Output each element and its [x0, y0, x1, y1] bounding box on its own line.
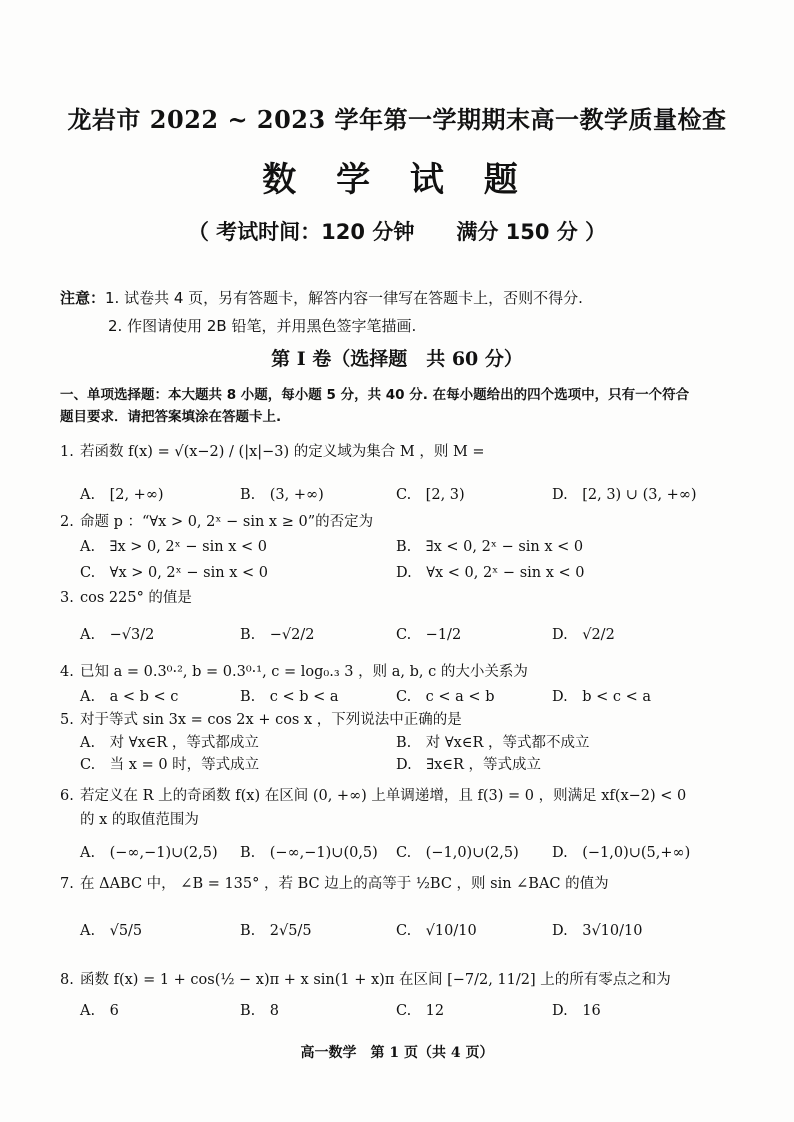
question-number: 2.: [60, 514, 74, 530]
section-text: 本大题共 8 小题，每小题 5 分，共 40 分. 在每小题给出的四个选项中，只有一个符合题目要求．请把答案填涂在答题卡上.: [60, 387, 690, 425]
option-a: A. −√3/2: [80, 627, 155, 643]
page-footer: 高一数学 第 1 页（共 4 页）: [300, 1045, 494, 1061]
question-5: [60, 708, 750, 776]
option-b: B. (−∞,−1)∪(0,5): [240, 845, 378, 861]
notes-item-2: 2. 作图请使用 2B 铅笔，并用黑色签字笔描画.: [108, 317, 417, 335]
question-1: [60, 440, 750, 508]
question-number: 8.: [60, 972, 74, 988]
question-stem: 在 ΔABC 中， ∠B = 135° ，若 BC 边上的高等于 ½BC ，则 sin ∠BAC 的值为: [80, 876, 609, 892]
option-c: C. [2, 3): [396, 487, 465, 503]
question-6: [60, 784, 750, 866]
question-number: 1.: [60, 444, 74, 460]
notes-row-2: [60, 314, 760, 342]
option-a: A. (−∞,−1)∪(2,5): [80, 845, 218, 861]
question-number: 4.: [60, 664, 74, 680]
option-c: C. −1/2: [396, 627, 462, 643]
question-3: [60, 586, 750, 648]
question-number: 6.: [60, 788, 74, 804]
option-a: A. [2, +∞): [80, 487, 164, 503]
question-2: [60, 510, 750, 586]
question-stem: 函数 f(x) = 1 + cos(½ − x)π + x sin(1 + x)π 在区间 [−7/2, 11/2] 上的所有零点之和为: [80, 972, 671, 988]
option-b: B. −√2/2: [240, 627, 315, 643]
option-d: D. 3√10/10: [552, 923, 643, 939]
subject-title: 数 学 试 题: [262, 160, 532, 200]
option-d: D. ∀x < 0, 2ˣ − sin x < 0: [396, 565, 585, 581]
option-b: B. 8: [240, 1003, 279, 1019]
option-c: C. √10/10: [396, 923, 477, 939]
section-instructions: [60, 384, 700, 428]
option-a: A. a < b < c: [80, 689, 179, 705]
question-number: 3.: [60, 590, 74, 606]
exam-info: （ 考试时间：120 分钟 满分 150 分 ）: [187, 220, 607, 244]
part-title: 第 I 卷（选择题 共 60 分）: [271, 348, 523, 370]
notes-item-1: 1. 试卷共 4 页，另有答题卡，解答内容一律写在答题卡上，否则不得分.: [105, 289, 583, 307]
option-c: C. ∀x > 0, 2ˣ − sin x < 0: [80, 565, 268, 581]
option-b: B. 对 ∀x∈R ，等式都不成立: [396, 735, 590, 751]
option-c: C. c < a < b: [396, 689, 495, 705]
option-d: D. ∃x∈R ，等式成立: [396, 757, 542, 773]
question-stem: 若定义在 R 上的奇函数 f(x) 在区间 (0, +∞) 上单调递增，且 f(3) = 0 ，则满足 xf(x−2) < 0: [80, 788, 687, 804]
question-stem: 若函数 f(x) = √(x−2) / (|x|−3) 的定义域为集合 M ，则 M =: [80, 444, 485, 460]
question-stem: 已知 a = 0.3⁰·², b = 0.3⁰·¹, c = log₀.₃ 3 ，则 a, b, c 的大小关系为: [80, 664, 528, 680]
option-a: A. √5/5: [80, 923, 143, 939]
option-d: D. √2/2: [552, 627, 615, 643]
option-d: D. [2, 3) ∪ (3, +∞): [552, 487, 697, 503]
option-d: D. (−1,0)∪(5,+∞): [552, 845, 691, 861]
question-number: 5.: [60, 712, 74, 728]
option-b: B. 2√5/5: [240, 923, 312, 939]
option-c: C. 12: [396, 1003, 445, 1019]
question-stem: 对于等式 sin 3x = cos 2x + cos x ，下列说法中正确的是: [80, 712, 462, 728]
section-heading: 一、单项选择题：: [60, 387, 168, 403]
option-c: C. (−1,0)∪(2,5): [396, 845, 519, 861]
option-a: A. ∃x > 0, 2ˣ − sin x < 0: [80, 539, 267, 555]
option-d: D. 16: [552, 1003, 601, 1019]
question-7: [60, 872, 750, 944]
question-stem-cont: 的 x 的取值范围为: [80, 812, 199, 828]
option-c: C. 当 x = 0 时，等式成立: [80, 757, 260, 773]
notes-row-1: [60, 286, 760, 314]
question-stem: cos 225° 的值是: [80, 590, 192, 606]
option-a: A. 6: [80, 1003, 119, 1019]
school-title: 龙岩市 2022 ~ 2023 学年第一学期期末高一教学质量检查: [67, 105, 727, 134]
question-number: 7.: [60, 876, 74, 892]
option-b: B. c < b < a: [240, 689, 339, 705]
option-a: A. 对 ∀x∈R ，等式都成立: [80, 735, 259, 751]
notes-block: [60, 286, 760, 342]
question-stem: 命题 p ：“∀x > 0, 2ˣ − sin x ≥ 0”的否定为: [80, 514, 374, 530]
option-d: D. b < c < a: [552, 689, 652, 705]
option-b: B. ∃x < 0, 2ˣ − sin x < 0: [396, 539, 584, 555]
question-8: [60, 968, 750, 1024]
option-b: B. (3, +∞): [240, 487, 324, 503]
notes-label: 注意：: [60, 289, 106, 307]
question-4: [60, 660, 750, 710]
